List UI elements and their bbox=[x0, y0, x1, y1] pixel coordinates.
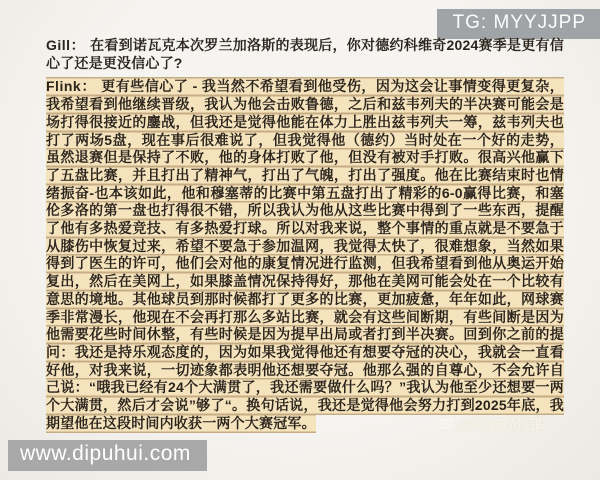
tg-watermark-label: TG: MYYJJPP bbox=[452, 12, 586, 33]
answer-speaker-label: Flink： bbox=[46, 78, 97, 95]
site-watermark-label: www.dipuhui.com bbox=[20, 442, 191, 465]
answer-highlight bbox=[46, 77, 564, 432]
site-watermark bbox=[8, 440, 207, 471]
question-paragraph bbox=[46, 37, 564, 72]
question-speaker-label: Gill： bbox=[46, 37, 86, 53]
interview-transcript bbox=[46, 37, 564, 432]
question-text: 在看到诺瓦克本次罗兰加洛斯的表现后，你对德约科维奇2024赛季是更有信心了还是更没信心了? bbox=[46, 37, 564, 71]
weibo-watermark-label: @网球球员追踪 bbox=[457, 417, 548, 432]
tg-watermark bbox=[437, 9, 600, 39]
answer-text: 更有些信心了 - 我当然不希望看到他受伤，因为这会让事情变得更复杂，我希望看到他继续晋级，我认为他会击败鲁德，之后和兹韦列夫的半决赛可能会是场打得很接近的鏖战，但我还是觉得他能在体力上胜出兹韦列夫一筹，兹韦列夫也打了两场5盘，现在事后很难说了，但我觉得他（德约）当时处在一个好的走势，虽然退赛但是保持了不败，他的身体打败了他，但没有被对手打败。很高兴他赢下了五盘比赛，并且打出了精神气，打出了气魄，打出了强度。他在比赛结束时也情绪振奋-也本该如此，他和穆塞蒂的比赛中第五盘打出了精彩的6-0赢得比赛，和塞伦多洛的第一盘也打得很不错，所以我认为他从这些比赛中得到了一些东西，提醒了他有多热爱竞技、有多热爱打球。所以对我来说，整个事情的重点就是不要急于从膝伤中恢复过来，希望不要急于参加温网，我觉得太快了，很难想象，当然如果得到了医生的许可，他们会对他的康复情况进行监测，但我希望看到他从奥运开始复出，然后在美网上，如果膝盖情况保持得好，那他在美网可能会处在一个比较有意思的境地。其他球员到那时候都打了更多的比赛，更加疲惫，年年如此，网球赛季非常漫长，他现在不会再打那么多站比赛，就会有这些间断期，有些间断是因为他需要花些时间休整，有些时候是因为提早出局或者打到半决赛。回到你之前的提问：我还是持乐观态度的，因为如果我觉得他还有想要夺冠的决心，我就会一直看好他，对我来说，一切迹象都表明他还想要夺冠。他那么强的自尊心，不会允许自己说：“哦我已经有24个大满贯了，我还需要做什么吗？”我认为他至少还想要一两个大满贯，然后才会说”够了“。换句话说，我还是觉得他会努力打到2025年底，我期望他在这段时间内收获一两个大赛冠军。 bbox=[46, 78, 564, 431]
answer-paragraph bbox=[46, 78, 564, 432]
